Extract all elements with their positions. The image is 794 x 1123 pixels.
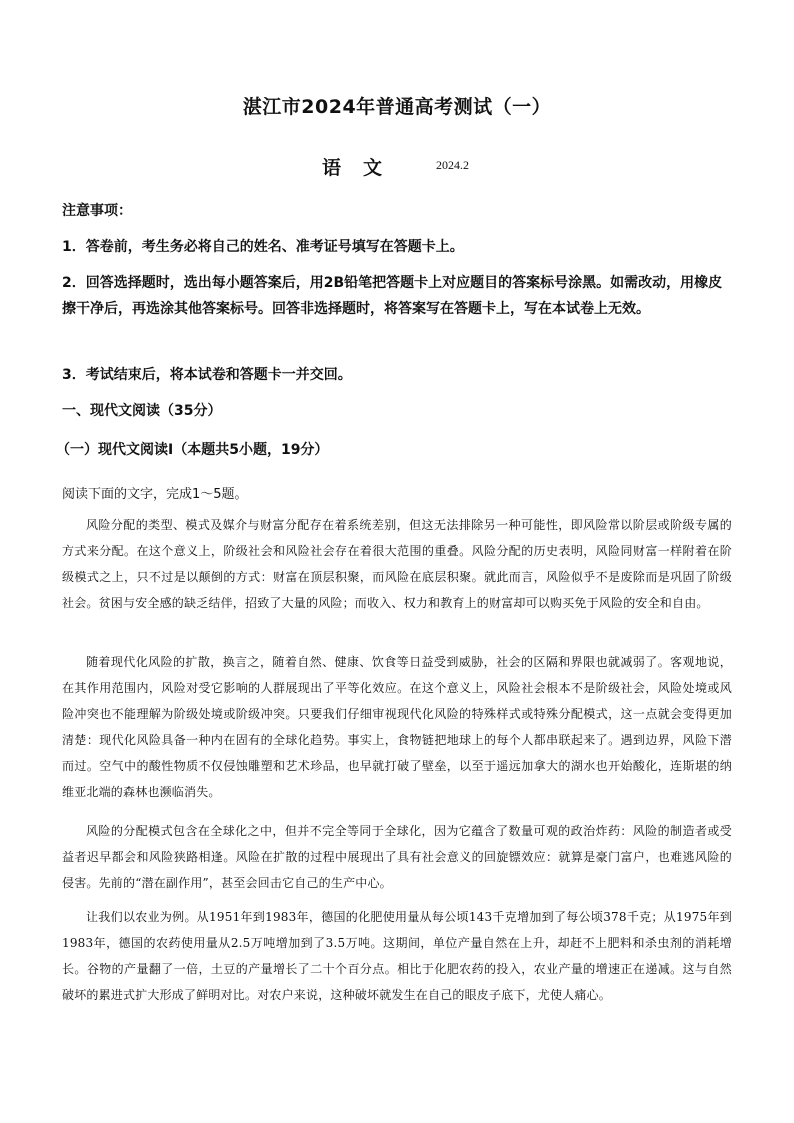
section-subheading: （一）现代文阅读Ⅰ（本题共5小题，19分） [56, 442, 329, 458]
reading-instruction: 阅读下面的文字，完成1～5题。 [62, 487, 248, 502]
notice-heading: 注意事项： [62, 203, 132, 219]
passage-paragraph-4: 让我们以农业为例。从1951年到1983年，德国的化肥使用量从每公顷143千克增加到了每公顷378千克；从1975年到1983年，德国的农药使用量从2.5万吨增加到了3.5万吨。这期间，单位产量自然在上升，却赶不上肥料和杀虫剂的消耗增长。谷物的产量翻了一倍，土豆的产量增长了二十个百分点。相比于化肥农药的投入，农业产量的增速正在递减。这与自然破坏的累进式扩大形成了鲜明对比。对农户来说，这种破坏就发生在自己的眼皮子底下，尤使人痛心。 [62, 910, 732, 1002]
passage-paragraph-1: 风险分配的类型、模式及媒介与财富分配存在着系统差别，但这无法排除另一种可能性，即风险常以阶层或阶级专属的方式来分配。在这个意义上，阶级社会和风险社会存在着很大范围的重叠。风险分配的历史表明，风险同财富一样附着在阶级模式之上，只不过是以颠倒的方式：财富在顶层积聚，而风险在底层积聚。就此而言，风险似乎不是废除而是巩固了阶级社会。贫困与安全感的缺乏结伴，招致了大量的风险；而收入、权力和教育上的财富却可以购买免于风险的安全和自由。 [62, 518, 732, 610]
exam-title: 湛江市2024年普通高考测试（一） [242, 96, 552, 118]
exam-date: 2024.2 [436, 158, 469, 172]
notice-item-3: 3．考试结束后，将本试卷和答题卡一并交回。 [62, 367, 352, 383]
passage-paragraph-3: 风险的分配模式包含在全球化之中，但并不完全等同于全球化，因为它蕴含了数量可观的政治炸药：风险的制造者或受益者迟早都会和风险狭路相逢。风险在扩散的过程中展现出了具有社会意义的回旋镖效应：就算是豪门富户，也难逃风险的侵害。先前的“潜在副作用”，甚至会回击它自己的生产中心。 [62, 824, 732, 890]
notice-item-1: 1．答卷前，考生务必将自己的姓名、准考证号填写在答题卡上。 [62, 239, 464, 255]
section-heading: 一、现代文阅读（35分） [62, 403, 222, 419]
passage-paragraph-2: 随着现代化风险的扩散，换言之，随着自然、健康、饮食等日益受到威胁，社会的区隔和界限也就减弱了。客观地说，在其作用范围内，风险对受它影响的人群展现出了平等化效应。在这个意义上，风险社会根本不是阶级社会，风险处境或风险冲突也不能理解为阶级处境或阶级冲突。只要我们仔细审视现代化风险的特殊样式或特殊分配模式，这一点就会变得更加清楚：现代化风险具备一种内在固有的全球化趋势。事实上，食物链把地球上的每个人都串联起来了。遇到边界，风险下潜而过。空气中的酸性物质不仅侵蚀雕塑和艺术珍品，也早就打破了壁垒，以至于遥远加拿大的湖水也开始酸化，连斯堪的纳维亚北端的森林也濒临消失。 [62, 655, 732, 799]
notice-item-2: 2．回答选择题时，选出每小题答案后，用2B铅笔把答题卡上对应题目的答案标号涂黑。如需改动，用橡皮擦干净后，再选涂其他答案标号。回答非选择题时，将答案写在答题卡上，写在本试卷上无效。 [62, 275, 723, 317]
subject-label: 语文 [322, 157, 405, 179]
